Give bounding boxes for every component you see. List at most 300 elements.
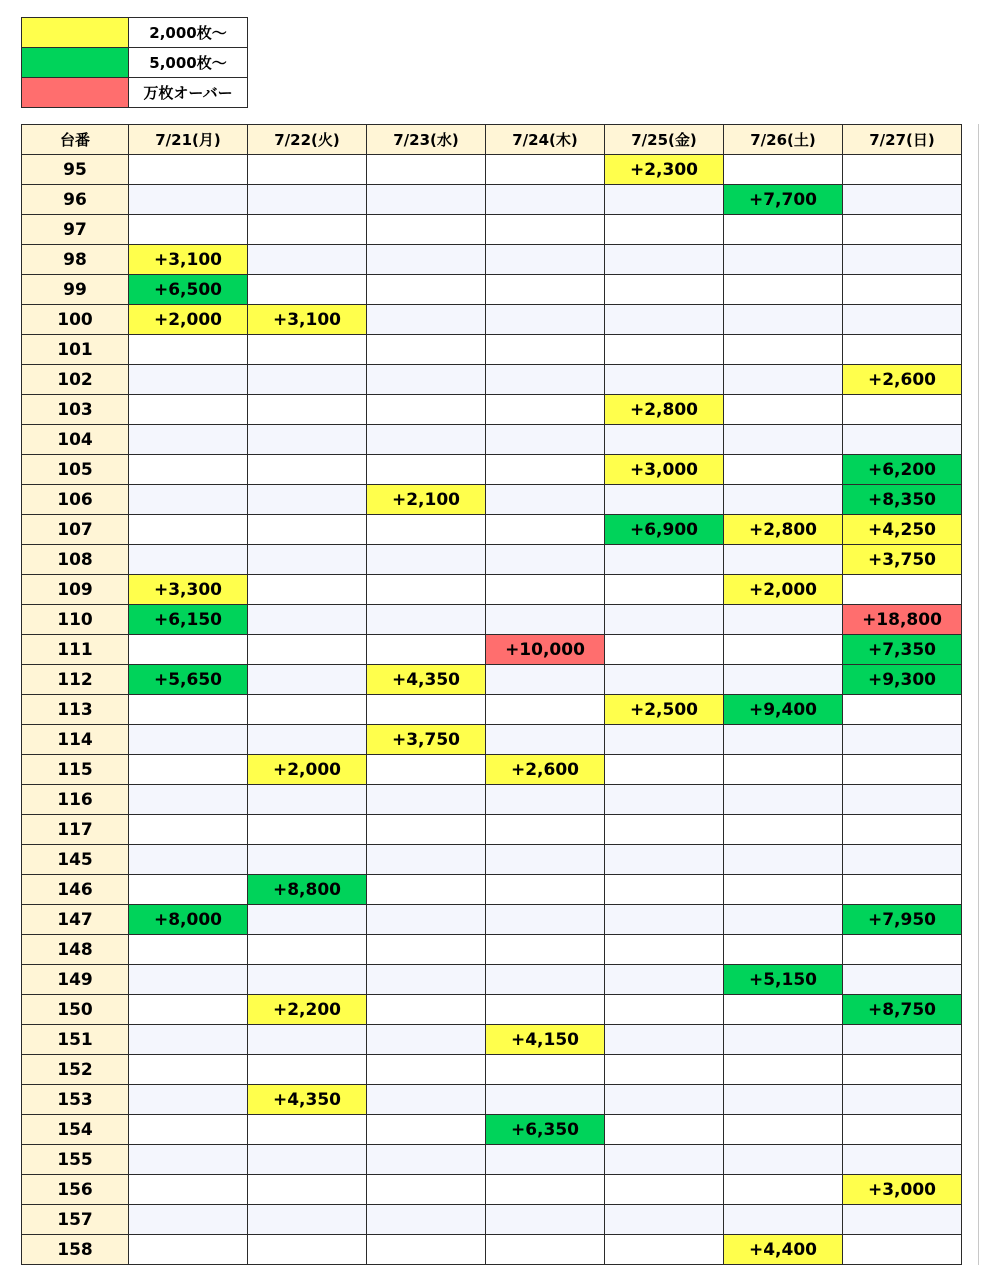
result-cell: +3,750 [843,545,962,575]
table-row [22,1205,962,1235]
machine-number: 117 [22,815,129,845]
result-cell [129,335,248,365]
result-cell: +2,200 [248,995,367,1025]
result-cell [843,425,962,455]
table-row [22,725,962,755]
table-row [22,1115,962,1145]
table-row [22,695,962,725]
result-cell [724,1085,843,1115]
result-cell [605,365,724,395]
machine-number: 115 [22,755,129,785]
table-row [22,1055,962,1085]
result-cell [724,365,843,395]
result-cell: +2,000 [248,755,367,785]
result-cell [367,1115,486,1145]
legend-label: 万枚オーバー [129,78,248,108]
result-cell [367,935,486,965]
result-cell [724,485,843,515]
result-cell [486,275,605,305]
result-cell [605,905,724,935]
result-cell [248,365,367,395]
result-cell [724,155,843,185]
result-cell [605,1055,724,1085]
result-cell [248,335,367,365]
result-cell: +6,200 [843,455,962,485]
result-cell [248,785,367,815]
result-cell: +18,800 [843,605,962,635]
results-table [21,124,962,1265]
result-cell: +10,000 [486,635,605,665]
machine-number: 145 [22,845,129,875]
table-row [22,1145,962,1175]
result-cell: +3,000 [843,1175,962,1205]
result-cell: +5,150 [724,965,843,995]
machine-number: 108 [22,545,129,575]
result-cell [843,275,962,305]
result-cell [248,155,367,185]
scroll-edge-divider [978,124,979,1265]
result-cell [843,1025,962,1055]
result-cell [605,485,724,515]
result-cell: +6,350 [486,1115,605,1145]
result-cell [843,215,962,245]
result-cell [248,545,367,575]
result-cell [486,1175,605,1205]
machine-number: 146 [22,875,129,905]
result-cell [486,395,605,425]
machine-number: 116 [22,785,129,815]
result-cell [724,845,843,875]
result-cell [367,1205,486,1235]
result-cell: +2,600 [843,365,962,395]
result-cell [367,605,486,635]
machine-number: 110 [22,605,129,635]
result-cell: +4,350 [367,665,486,695]
result-cell [129,485,248,515]
result-cell [724,425,843,455]
machine-number: 111 [22,635,129,665]
result-cell [248,575,367,605]
result-cell [843,785,962,815]
result-cell: +4,350 [248,1085,367,1115]
result-cell: +3,100 [129,245,248,275]
result-cell [248,905,367,935]
result-cell [605,575,724,605]
result-cell [843,845,962,875]
result-cell [486,845,605,875]
result-cell [248,395,367,425]
result-cell [129,1025,248,1055]
result-cell [605,305,724,335]
result-cell [843,1205,962,1235]
table-row [22,365,962,395]
result-cell [605,1205,724,1235]
result-cell [724,935,843,965]
result-cell [129,1085,248,1115]
result-cell [605,965,724,995]
result-cell [367,335,486,365]
result-cell [129,875,248,905]
result-cell [486,995,605,1025]
result-cell [605,815,724,845]
legend-body [22,18,248,108]
result-cell [129,515,248,545]
result-cell [486,905,605,935]
result-cell [248,965,367,995]
result-cell [129,185,248,215]
header-date: 7/24(木) [486,125,605,155]
result-cell [486,515,605,545]
machine-number: 96 [22,185,129,215]
result-cell [486,935,605,965]
result-cell: +3,000 [605,455,724,485]
result-cell [248,1025,367,1055]
result-cell [486,545,605,575]
result-cell [843,395,962,425]
machine-number: 156 [22,1175,129,1205]
table-row [22,905,962,935]
result-cell [724,545,843,575]
result-cell [486,725,605,755]
result-cell [486,335,605,365]
result-cell [605,1235,724,1265]
result-cell [605,935,724,965]
header-date: 7/25(金) [605,125,724,155]
result-cell [486,1085,605,1115]
result-cell [486,155,605,185]
legend-table [21,17,248,108]
table-row [22,635,962,665]
result-cell [605,1115,724,1145]
machine-number: 109 [22,575,129,605]
machine-number: 100 [22,305,129,335]
result-cell [367,695,486,725]
result-cell: +6,150 [129,605,248,635]
result-cell [367,155,486,185]
legend-row [22,18,248,48]
machine-number: 113 [22,695,129,725]
result-cell [367,1025,486,1055]
result-cell [843,1235,962,1265]
result-cell [367,575,486,605]
result-cell [486,1145,605,1175]
machine-number: 158 [22,1235,129,1265]
table-row [22,245,962,275]
result-cell [843,305,962,335]
result-cell [724,305,843,335]
result-cell [605,785,724,815]
result-cell [486,785,605,815]
result-cell [129,935,248,965]
table-row [22,395,962,425]
result-cell [605,665,724,695]
result-cell [248,275,367,305]
result-cell [843,815,962,845]
result-cell [367,395,486,425]
result-cell: +5,650 [129,665,248,695]
machine-number: 105 [22,455,129,485]
result-cell [248,845,367,875]
result-cell [843,245,962,275]
result-cell [129,1145,248,1175]
result-cell [724,1115,843,1145]
result-cell [724,245,843,275]
result-cell [605,1025,724,1055]
result-cell [843,725,962,755]
result-cell: +2,800 [605,395,724,425]
result-cell: +3,100 [248,305,367,335]
result-cell [605,425,724,455]
result-cell [724,605,843,635]
result-cell: +2,000 [129,305,248,335]
result-cell [605,875,724,905]
result-cell: +6,900 [605,515,724,545]
result-cell [248,215,367,245]
result-cell [486,485,605,515]
result-cell [367,1145,486,1175]
result-cell [129,695,248,725]
legend-row [22,78,248,108]
result-cell [605,185,724,215]
result-cell: +8,000 [129,905,248,935]
result-cell [605,1085,724,1115]
table-row [22,1235,962,1265]
result-cell [724,755,843,785]
header-date: 7/21(月) [129,125,248,155]
result-cell [724,905,843,935]
table-row [22,335,962,365]
result-cell [129,995,248,1025]
result-cell [367,425,486,455]
result-cell: +7,700 [724,185,843,215]
header-date: 7/26(土) [724,125,843,155]
result-cell: +4,400 [724,1235,843,1265]
result-cell: +4,250 [843,515,962,545]
result-cell [486,665,605,695]
result-cell [724,1175,843,1205]
result-cell [129,155,248,185]
result-cell [724,335,843,365]
result-cell [605,545,724,575]
result-cell [724,875,843,905]
result-cell [367,875,486,905]
result-cell [724,665,843,695]
result-cell [724,1025,843,1055]
table-row [22,185,962,215]
result-cell [367,245,486,275]
table-row [22,155,962,185]
table-row [22,605,962,635]
result-cell: +9,400 [724,695,843,725]
result-cell [843,695,962,725]
result-cell [248,665,367,695]
result-cell [129,815,248,845]
result-cell: +2,500 [605,695,724,725]
table-row [22,305,962,335]
table-body [22,155,962,1265]
result-cell [367,365,486,395]
result-cell [129,965,248,995]
result-cell: +3,300 [129,575,248,605]
result-cell: +7,950 [843,905,962,935]
result-cell [843,335,962,365]
result-cell: +2,100 [367,485,486,515]
table-row [22,455,962,485]
header-date: 7/23(水) [367,125,486,155]
result-cell [248,515,367,545]
header-machine-number: 台番 [22,125,129,155]
result-cell [486,965,605,995]
result-cell [129,1205,248,1235]
result-cell [843,965,962,995]
result-cell [367,785,486,815]
result-cell [367,455,486,485]
table-row [22,425,962,455]
result-cell [843,1115,962,1145]
legend-label: 2,000枚〜 [129,18,248,48]
result-cell [129,725,248,755]
result-cell [129,785,248,815]
machine-number: 152 [22,1055,129,1085]
table-row [22,575,962,605]
result-cell [248,1115,367,1145]
result-cell [605,605,724,635]
machine-number: 104 [22,425,129,455]
result-cell [843,935,962,965]
result-cell: +2,600 [486,755,605,785]
legend-label: 5,000枚〜 [129,48,248,78]
result-cell [843,755,962,785]
machine-number: 114 [22,725,129,755]
result-cell [486,185,605,215]
result-cell [843,875,962,905]
result-cell [129,545,248,575]
result-cell [248,725,367,755]
table-row [22,815,962,845]
table-row [22,1175,962,1205]
result-cell [605,995,724,1025]
result-cell [367,515,486,545]
result-cell [605,1175,724,1205]
legend-row [22,48,248,78]
table-row [22,275,962,305]
table-row [22,845,962,875]
result-cell [605,725,724,755]
result-cell [724,635,843,665]
result-cell [248,1145,367,1175]
result-cell [129,425,248,455]
result-cell [248,935,367,965]
result-cell: +8,350 [843,485,962,515]
table-row [22,755,962,785]
result-cell [486,605,605,635]
header-date: 7/22(火) [248,125,367,155]
machine-number: 98 [22,245,129,275]
result-cell [486,245,605,275]
result-cell [248,245,367,275]
result-cell [486,215,605,245]
result-cell [129,395,248,425]
result-cell [367,275,486,305]
result-cell [843,185,962,215]
header-date: 7/27(日) [843,125,962,155]
result-cell [129,755,248,785]
result-cell [486,695,605,725]
result-cell [486,365,605,395]
result-cell [724,1055,843,1085]
result-cell [724,1145,843,1175]
table-row [22,545,962,575]
result-cell [724,395,843,425]
result-cell [367,815,486,845]
result-cell [367,1235,486,1265]
table-row [22,995,962,1025]
result-cell [605,245,724,275]
result-cell [724,815,843,845]
result-cell [843,575,962,605]
result-cell [367,185,486,215]
legend-swatch [22,18,129,48]
result-cell [248,1205,367,1235]
result-cell [605,755,724,785]
result-cell [724,455,843,485]
result-cell [724,725,843,755]
result-cell: +8,750 [843,995,962,1025]
result-cell [129,1055,248,1085]
result-cell [843,1085,962,1115]
result-cell [843,1055,962,1085]
result-cell [129,455,248,485]
result-cell [367,965,486,995]
table-row [22,875,962,905]
result-cell [724,215,843,245]
machine-number: 112 [22,665,129,695]
result-cell [367,305,486,335]
result-cell [248,455,367,485]
result-cell [248,485,367,515]
result-cell [367,1175,486,1205]
result-cell [486,455,605,485]
machine-number: 102 [22,365,129,395]
result-cell: +2,300 [605,155,724,185]
result-cell [367,755,486,785]
result-cell [843,155,962,185]
result-cell [486,1235,605,1265]
machine-number: 97 [22,215,129,245]
result-cell [248,1235,367,1265]
result-cell [367,1085,486,1115]
result-cell [486,1055,605,1085]
result-cell [248,1175,367,1205]
result-cell: +3,750 [367,725,486,755]
result-cell [367,905,486,935]
table-row [22,935,962,965]
table-row [22,1085,962,1115]
result-cell: +2,000 [724,575,843,605]
result-cell [367,635,486,665]
result-cell [248,605,367,635]
result-cell [486,875,605,905]
result-cell: +2,800 [724,515,843,545]
result-cell [486,1205,605,1235]
table-row [22,485,962,515]
table-row [22,515,962,545]
table-row [22,215,962,245]
result-cell [129,365,248,395]
result-cell [367,1055,486,1085]
result-cell [248,185,367,215]
result-cell [605,635,724,665]
